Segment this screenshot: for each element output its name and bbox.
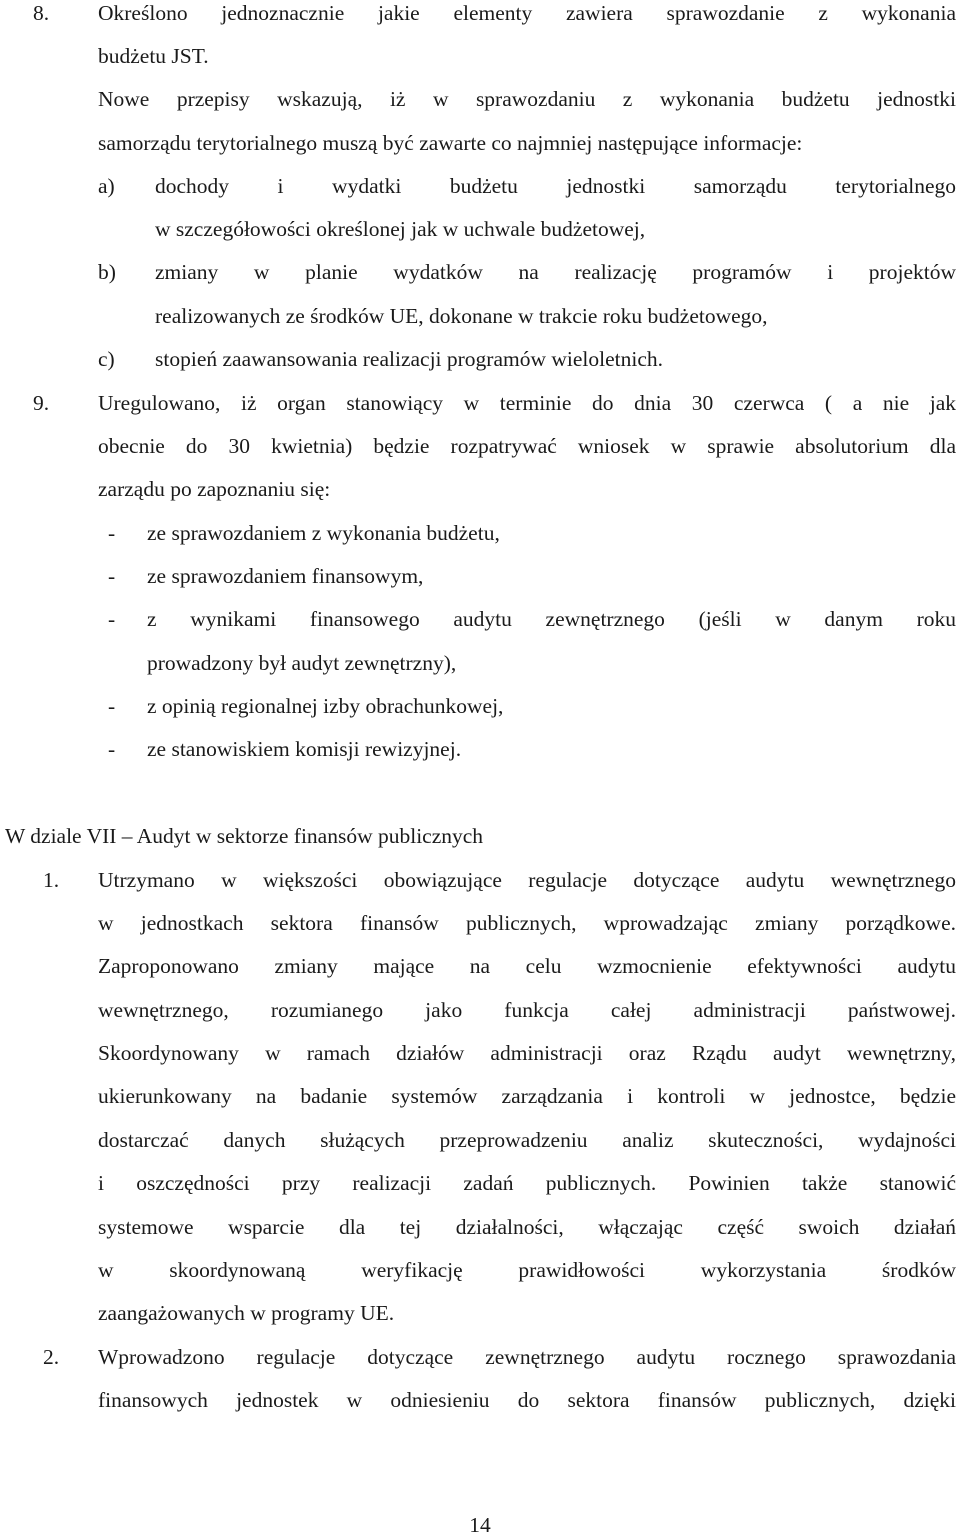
- paragraph-line: samorządu terytorialnego muszą być zawarte co najmniej następujące informacje:: [98, 131, 803, 155]
- dash-marker: -: [108, 607, 116, 631]
- list-item-line: realizowanych ze środków UE, dokonane w trakcie roku budżetowego,: [155, 304, 768, 328]
- paragraph-line: Uregulowano, iż organ stanowiący w terminie do dnia 30 czerwca ( a nie jak: [98, 391, 956, 415]
- item-8-number: 8.: [33, 1, 50, 25]
- paragraph-line: Zaproponowano zmiany mające na celu wzmocnienie efektywności audytu: [98, 954, 956, 978]
- paragraph-line: dostarczać danych służących przeprowadzeniu analiz skuteczności, wydajności: [98, 1128, 956, 1152]
- list-item-line: stopień zaawansowania realizacji programów wieloletnich.: [155, 347, 664, 371]
- paragraph-line: w jednostkach sektora finansów publicznych, wprowadzając zmiany porządkowe.: [98, 911, 956, 935]
- list-item-line: dochody i wydatki budżetu jednostki samorządu terytorialnego: [155, 174, 956, 198]
- list-item-line: zmiany w planie wydatków na realizację programów i projektów: [155, 260, 956, 284]
- section-item-number: 2.: [43, 1345, 60, 1369]
- paragraph-line: Utrzymano w większości obowiązujące regulacje dotyczące audytu wewnętrznego: [98, 868, 956, 892]
- paragraph-line: i oszczędności przy realizacji zadań publicznych. Powinien także stanowić: [98, 1171, 956, 1195]
- paragraph-line: Wprowadzono regulacje dotyczące zewnętrznego audytu rocznego sprawozdania: [98, 1345, 956, 1369]
- dash-item-line: prowadzony był audyt zewnętrzny),: [147, 651, 457, 675]
- paragraph-line: Nowe przepisy wskazują, iż w sprawozdaniu z wykonania budżetu jednostki: [98, 87, 956, 111]
- section-item-number: 1.: [43, 868, 60, 892]
- dash-marker: -: [108, 737, 116, 761]
- dash-marker: -: [108, 521, 116, 545]
- item-9-number: 9.: [33, 391, 50, 415]
- list-marker: a): [98, 174, 115, 198]
- list-marker: c): [98, 347, 115, 371]
- paragraph-line: budżetu JST.: [98, 44, 209, 68]
- section-heading: W dziale VII – Audyt w sektorze finansów publicznych: [5, 824, 484, 848]
- paragraph-line: finansowych jednostek w odniesieniu do sektora finansów publicznych, dzięki: [98, 1388, 956, 1412]
- list-item-line: w szczegółowości określonej jak w uchwale budżetowej,: [155, 217, 646, 241]
- page-number: 14: [469, 1513, 491, 1537]
- dash-item-line: z wynikami finansowego audytu zewnętrznego (jeśli w danym roku: [147, 607, 956, 631]
- dash-item-line: ze sprawozdaniem z wykonania budżetu,: [147, 521, 500, 545]
- dash-item-line: z opinią regionalnej izby obrachunkowej,: [147, 694, 504, 718]
- dash-marker: -: [108, 694, 116, 718]
- paragraph-line: systemowe wsparcie dla tej działalności, włączając część swoich działań: [98, 1215, 956, 1239]
- paragraph-line: wewnętrznego, rozumianego jako funkcja całej administracji państwowej.: [98, 998, 956, 1022]
- paragraph-line: zarządu po zapoznaniu się:: [98, 477, 331, 501]
- dash-item-line: ze stanowiskiem komisji rewizyjnej.: [147, 737, 462, 761]
- paragraph-line: Skoordynowany w ramach działów administracji oraz Rządu audyt wewnętrzny,: [98, 1041, 956, 1065]
- paragraph-line: w skoordynowaną weryfikację prawidłowości wykorzystania środków: [98, 1258, 956, 1282]
- dash-marker: -: [108, 564, 116, 588]
- paragraph-line: zaangażowanych w programy UE.: [98, 1301, 395, 1325]
- paragraph-line: ukierunkowany na badanie systemów zarządzania i kontroli w jednostce, będzie: [98, 1084, 956, 1108]
- list-marker: b): [98, 260, 116, 284]
- paragraph-line: obecnie do 30 kwietnia) będzie rozpatrywać wniosek w sprawie absolutorium dla: [98, 434, 956, 458]
- dash-item-line: ze sprawozdaniem finansowym,: [147, 564, 424, 588]
- paragraph-line: Określono jednoznacznie jakie elementy zawiera sprawozdanie z wykonania: [98, 1, 956, 25]
